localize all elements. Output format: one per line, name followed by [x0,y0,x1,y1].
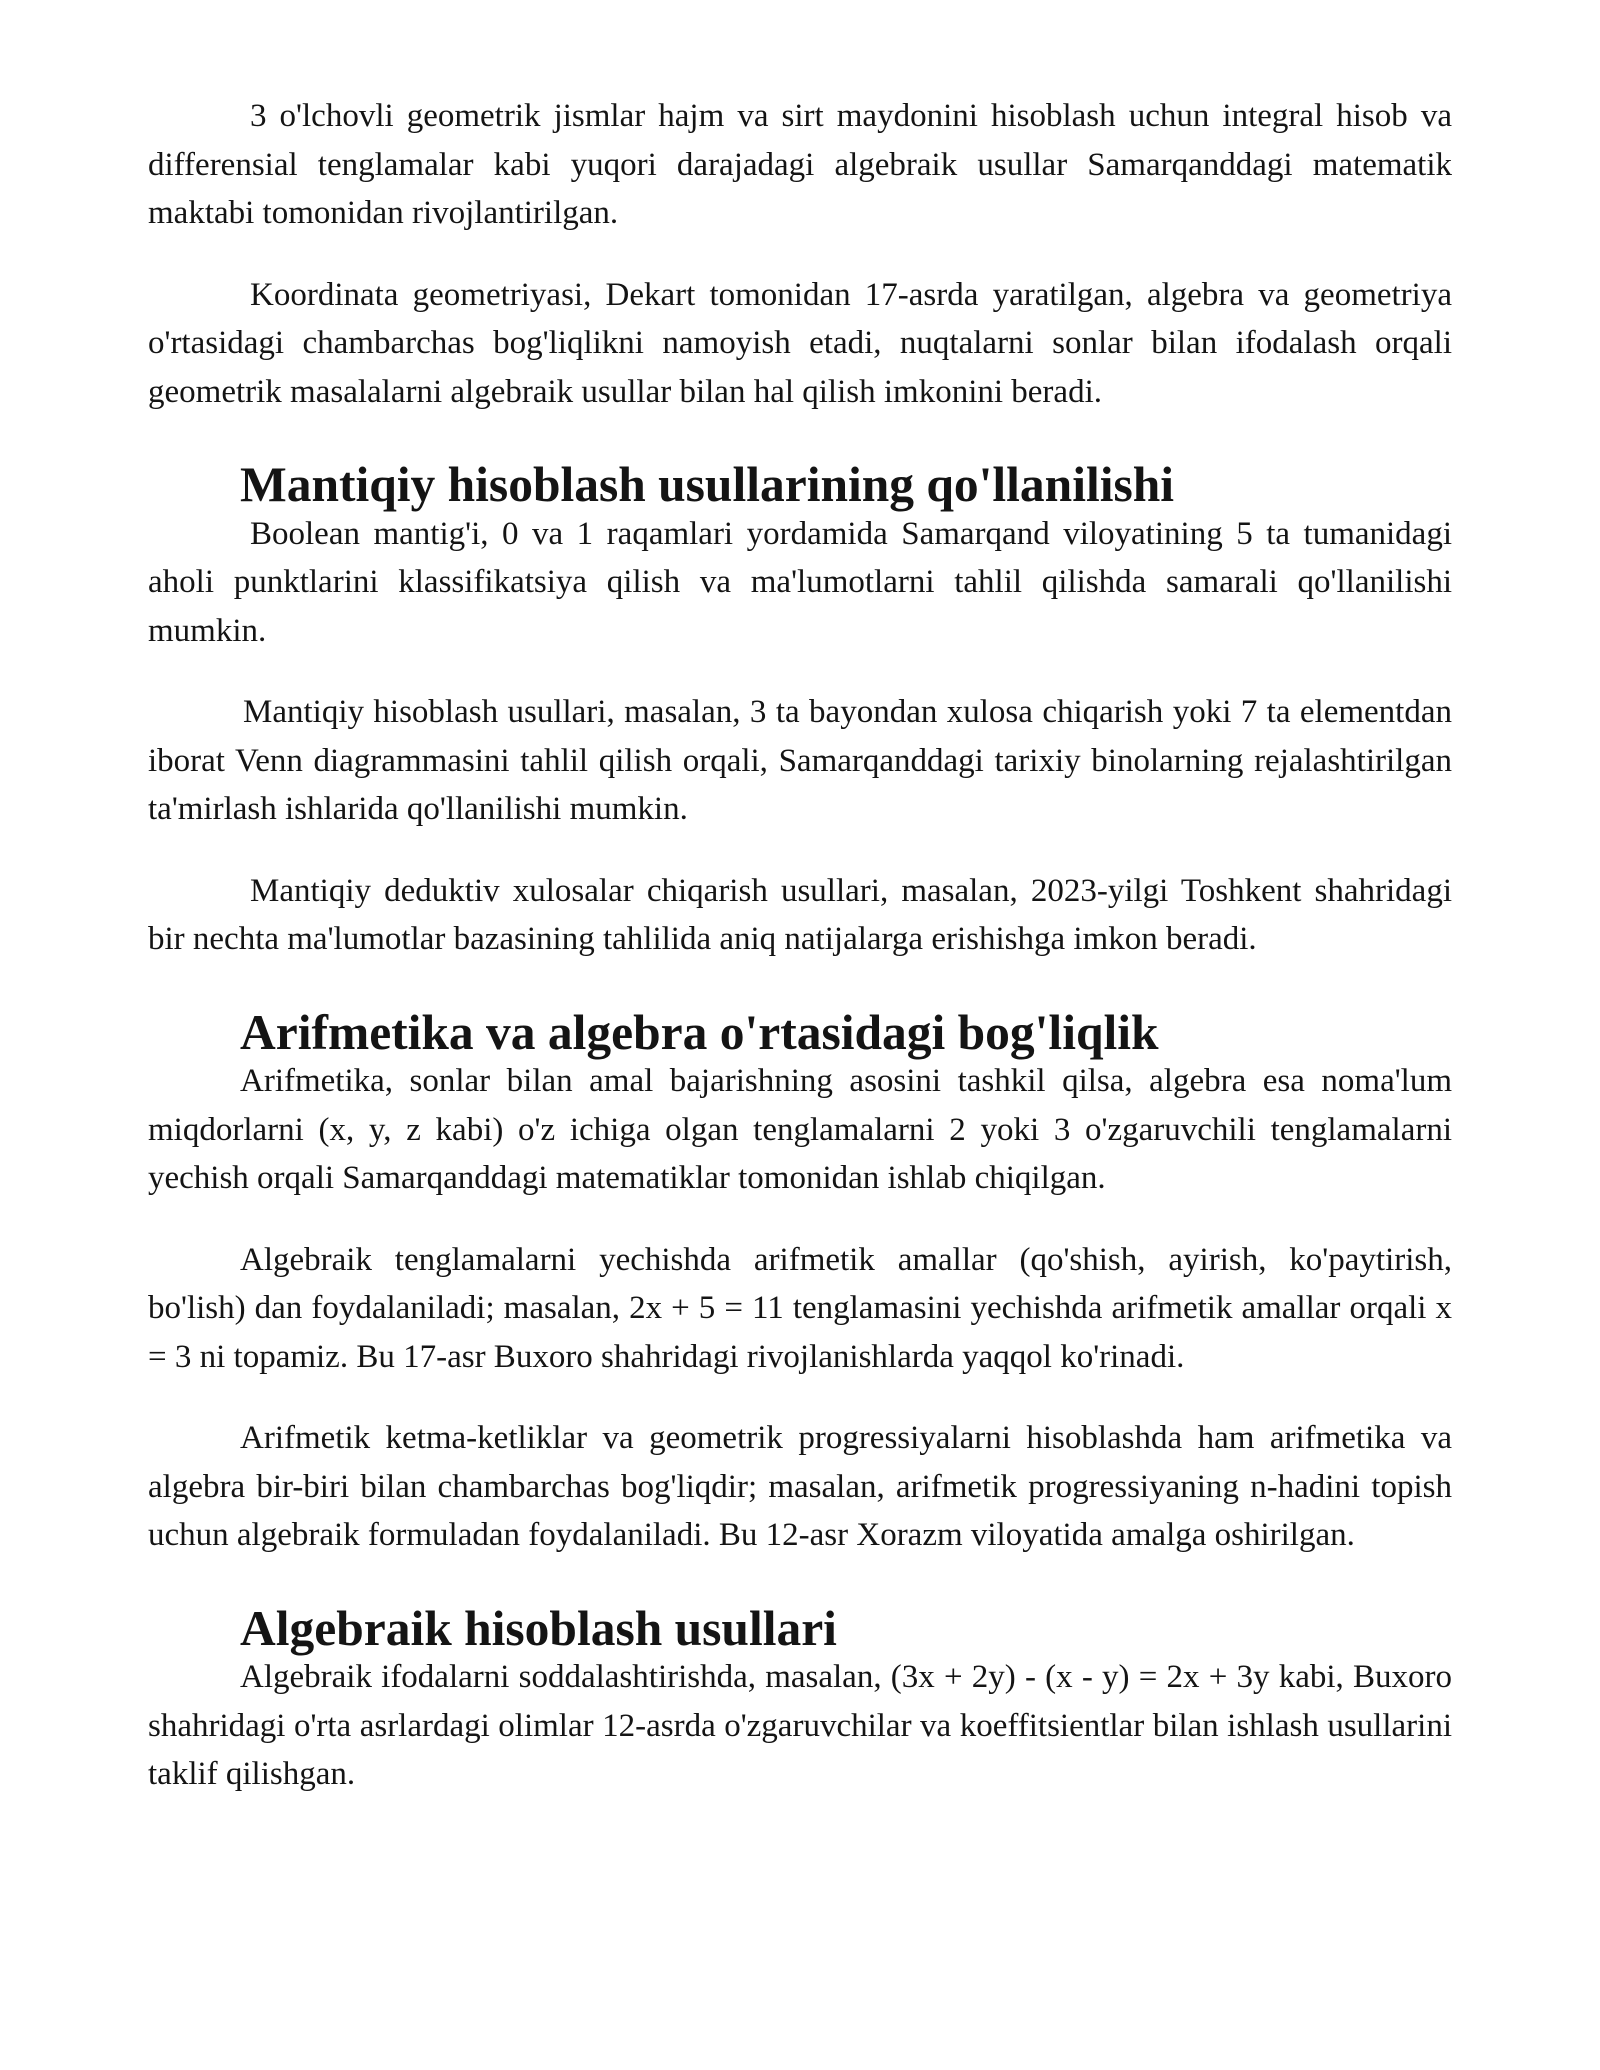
paragraph-logic-1: Boolean mantig'i, 0 va 1 raqamlari yordamida Samarqand viloyatining 5 ta tumanidagi aholi punktlarini klassifikatsiya qilish va ma'lumotlarni tahlil qilishda samarali qo'llanilishi mumkin. [148,515,1452,649]
paragraph-logic-2: Mantiqiy hisoblash usullari, masalan, 3 ta bayondan xulosa chiqarish yoki 7 ta elementdan iborat Venn diagrammasini tahlil qilish orqali, Samarqanddagi tarixiy binolarning rejalashtirilgan ta'mirlash ishlarida qo'llanilishi mumkin. [148,694,1452,827]
section-heading-logic: Mantiqiy hisoblash usullarining qo'llanilishi [240,457,1174,512]
paragraph-algebraic-1: Algebraik ifodalarni soddalashtirishda, masalan, (3x + 2y) - (x - y) = 2x + 3y kabi, Buxoro shahridagi o'rta asrlardagi olimlar 12-asrda o'zgaruvchilar va koeffitsientlar bilan ishlash usullarini taklif qilishgan. [148,1659,1452,1792]
section-heading-arithmetic: Arifmetika va algebra o'rtasidagi bog'liqlik [240,1004,1159,1060]
paragraph-intro-2: Koordinata geometriyasi, Dekart tomonidan 17-asrda yaratilgan, algebra va geometriya o'rtasidagi chambarchas bog'liqlikni namoyish etadi, nuqtalarni sonlar bilan ifodalash orqali geometrik masalalarni algebraik usullar bilan hal qilish imkonini beradi. [148,276,1452,410]
paragraph-logic-3: Mantiqiy deduktiv xulosalar chiqarish usullari, masalan, 2023-yilgi Toshkent shahridagi bir nechta ma'lumotlar bazasining tahlilida aniq natijalarga erishishga imkon beradi. [148,872,1452,957]
paragraph-arithmetic-2: Algebraik tenglamalarni yechishda arifmetik amallar (qo'shish, ayirish, ko'paytirish, bo'lish) dan foydalaniladi; masalan, 2x + 5 = 11 tenglamasini yechishda arifmetik amallar orqali x = 3 ni topamiz. Bu 17-asr Buxoro shahridagi rivojlanishlarda yaqqol ko'rinadi. [148,1241,1452,1375]
paragraph-intro-1: 3 o'lchovli geometrik jismlar hajm va sirt maydonini hisoblash uchun integral hisob va differensial tenglamalar kabi yuqori darajadagi algebraik usullar Samarqanddagi matematik maktabi tomonidan rivojlantirilgan. [148,98,1452,231]
paragraph-arithmetic-3: Arifmetik ketma-ketliklar va geometrik progressiyalarni hisoblashda ham arifmetika va algebra bir-biri bilan chambarchas bog'liqdir; masalan, arifmetik progressiyaning n-hadini topish uchun algebraik formuladan foydalaniladi. Bu 12-asr Xorazm viloyatida amalga oshirilgan. [148,1420,1452,1553]
section-heading-algebraic: Algebraik hisoblash usullari [240,1600,837,1656]
paragraph-arithmetic-1: Arifmetika, sonlar bilan amal bajarishning asosini tashkil qilsa, algebra esa noma'lum miqdorlarni (x, y, z kabi) o'z ichiga olgan tenglamalarni 2 yoki 3 o'zgaruvchili tenglamalarni yechish orqali Samarqanddagi matematiklar tomonidan ishlab chiqilgan. [148,1063,1452,1196]
document-page [148,92,1452,1832]
